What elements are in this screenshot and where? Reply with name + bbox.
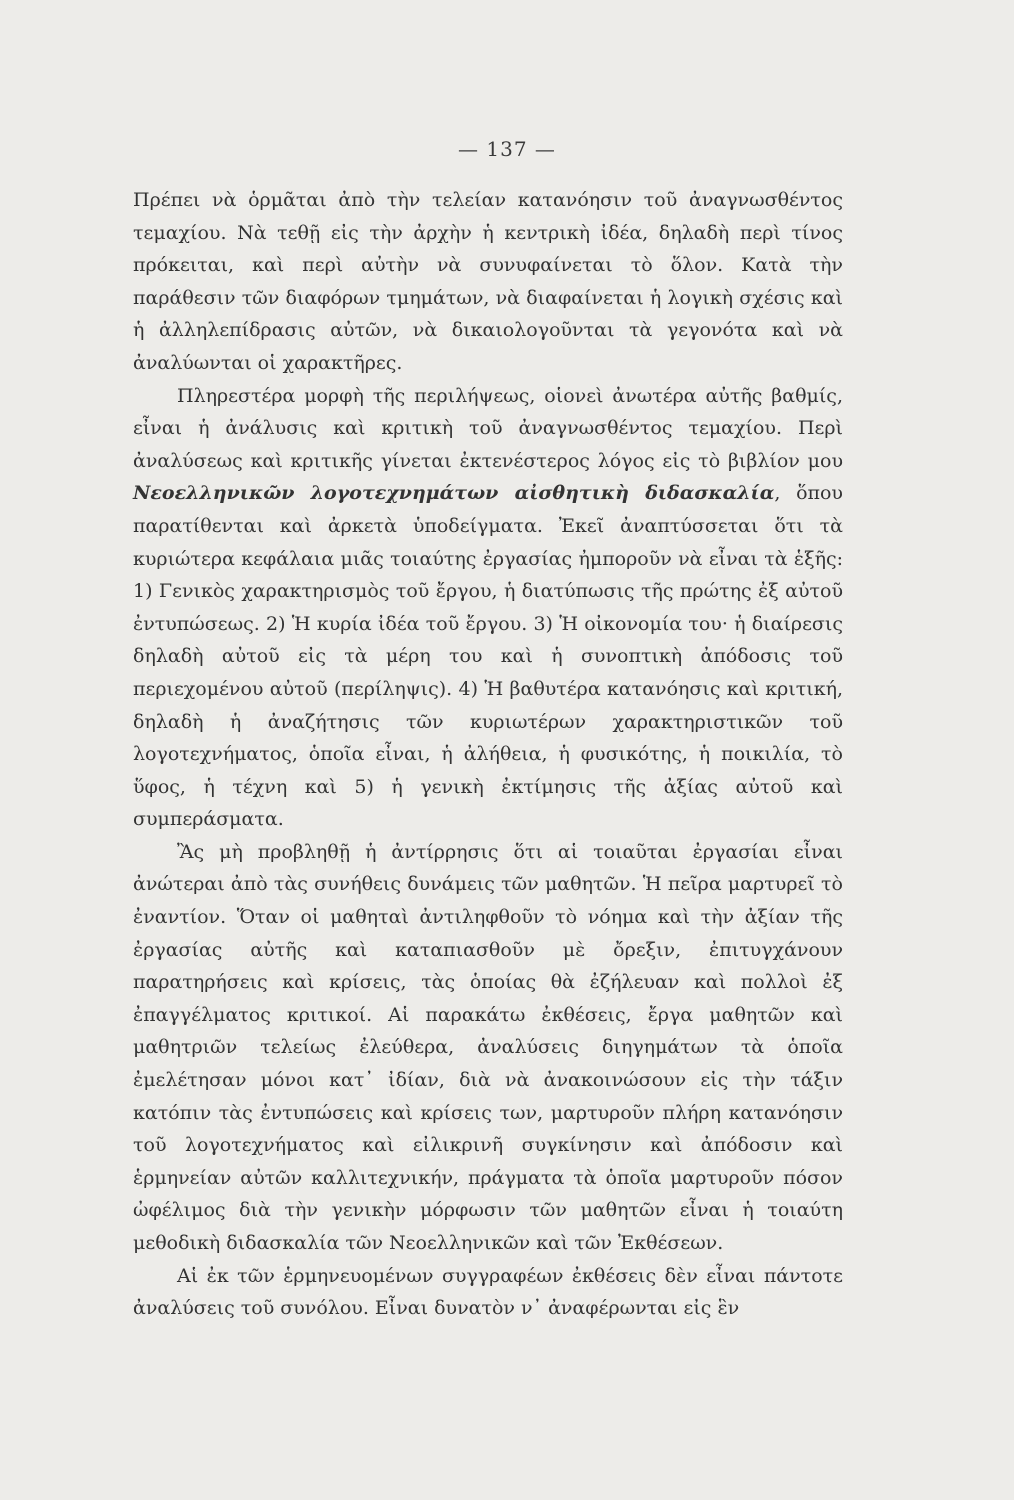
- body-text: [133, 184, 843, 1325]
- paragraph-4: Αἱ ἐκ τῶν ἑρμηνευομένων συγγραφέων ἐκθέσεις δὲν εἶναι πάντοτε ἀναλύσεις τοῦ συνόλου. Εἶναι δυνατὸν ν᾽ ἀναφέρωνται εἰς ἓν: [133, 1264, 843, 1320]
- paragraph-1: Πρέπει νὰ ὁρμᾶται ἀπὸ τὴν τελείαν κατανόησιν τοῦ ἀναγνωσθέντος τεμαχίου. Νὰ τεθῇ εἰς τὴν ἀρχὴν ἡ κεντρικὴ ἰδέα, δηλαδὴ περὶ τίνος πρόκειται, καὶ περὶ αὐτὴν νὰ συνυφαίνεται τὸ ὅλον. Κατὰ τὴν παράθεσιν τῶν διαφόρων τμημάτων, νὰ διαφαίνεται ἡ λογικὴ σχέσις καὶ ἡ ἀλληλεπίδρασις αὐτῶν, νὰ δικαιολογοῦνται τὰ γεγονότα καὶ νὰ ἀναλύωνται οἱ χαρακτῆρες.: [133, 189, 843, 374]
- paragraph-2-text-after: , ὅπου παρατίθενται καὶ ἀρκετὰ ὑποδείγματα. Ἐκεῖ ἀναπτύσσεται ὅτι τὰ κυριώτερα κεφάλαια μιᾶς τοιαύτης ἐργασίας ἠμποροῦν νὰ εἶναι τὰ ἑξῆς: 1) Γενικὸς χαρακτηρισμὸς τοῦ ἔργου, ἡ διατύπωσις τῆς πρώτης ἐξ αὐτοῦ ἐντυπώσεως. 2) Ἡ κυρία ἰδέα τοῦ ἔργου. 3) Ἡ οἰκονομία του· ἡ διαίρεσις δηλαδὴ αὐτοῦ εἰς τὰ μέρη του καὶ ἡ συνοπτικὴ ἀπόδοσις τοῦ περιεχομένου αὐτοῦ (περίληψις). 4) Ἡ βαθυτέρα κατανόησις καὶ κριτική, δηλαδὴ ἡ ἀναζήτησις τῶν κυριωτέρων χαρακτηριστικῶν τοῦ λογοτεχνήματος, ὁποῖα εἶναι, ἡ ἀλήθεια, ἡ φυσικότης, ἡ ποικιλία, τὸ ὕφος, ἡ τέχνη καὶ 5) ἡ γενικὴ ἐκτίμησις τῆς ἀξίας αὐτοῦ καὶ συμπεράσματα.: [133, 482, 843, 831]
- paragraph-2-text-before: Πληρεστέρα μορφὴ τῆς περιλήψεως, οἱονεὶ ἀνωτέρα αὐτῆς βαθμίς, εἶναι ἡ ἀνάλυσις καὶ κριτικὴ τοῦ ἀναγνωσθέντος τεμαχίου. Περὶ ἀναλύσεως καὶ κριτικῆς γίνεται ἐκτενέστερος λόγος εἰς τὸ βιβλίον μου: [133, 384, 843, 472]
- page-number: — 137 —: [458, 137, 556, 161]
- book-title: Νεοελληνικῶν λογοτεχνημάτων αἰσθητικὴ διδασκαλία: [133, 482, 775, 505]
- paragraph-3: Ἂς μὴ προβληθῇ ἡ ἀντίρρησις ὅτι αἱ τοιαῦται ἐργασίαι εἶναι ἀνώτεραι ἀπὸ τὰς συνήθεις δυνάμεις τῶν μαθητῶν. Ἡ πεῖρα μαρτυρεῖ τὸ ἐναντίον. Ὅταν οἱ μαθηταὶ ἀντιληφθοῦν τὸ νόημα καὶ τὴν ἀξίαν τῆς ἐργασίας αὐτῆς καὶ καταπιασθοῦν μὲ ὄρεξιν, ἐπιτυγχάνουν παρατηρήσεις καὶ κρίσεις, τὰς ὁποίας θὰ ἐζήλευαν καὶ πολλοὶ ἐξ ἐπαγγέλματος κριτικοί. Αἱ παρακάτω ἐκθέσεις, ἔργα μαθητῶν καὶ μαθητριῶν τελείως ἐλεύθερα, ἀναλύσεις διηγημάτων τὰ ὁποῖα ἐμελέτησαν μόνοι κατ᾽ ἰδίαν, διὰ νὰ ἀνακοινώσουν εἰς τὴν τάξιν κατόπιν τὰς ἐντυπώσεις καὶ κρίσεις των, μαρτυροῦν πλήρη κατανόησιν τοῦ λογοτεχνήματος καὶ εἰλικρινῆ συγκίνησιν καὶ ἀπόδοσιν καὶ ἑρμηνείαν αὐτῶν καλλιτεχνικήν, πράγματα τὰ ὁποῖα μαρτυροῦν πόσον ὠφέλιμος διὰ τὴν γενικὴν μόρφωσιν τῶν μαθητῶν εἶναι ἡ τοιαύτη μεθοδικὴ διδασκαλία τῶν Νεοελληνικῶν καὶ τῶν Ἐκθέσεων.: [133, 840, 843, 1254]
- paragraph-2: [133, 380, 843, 836]
